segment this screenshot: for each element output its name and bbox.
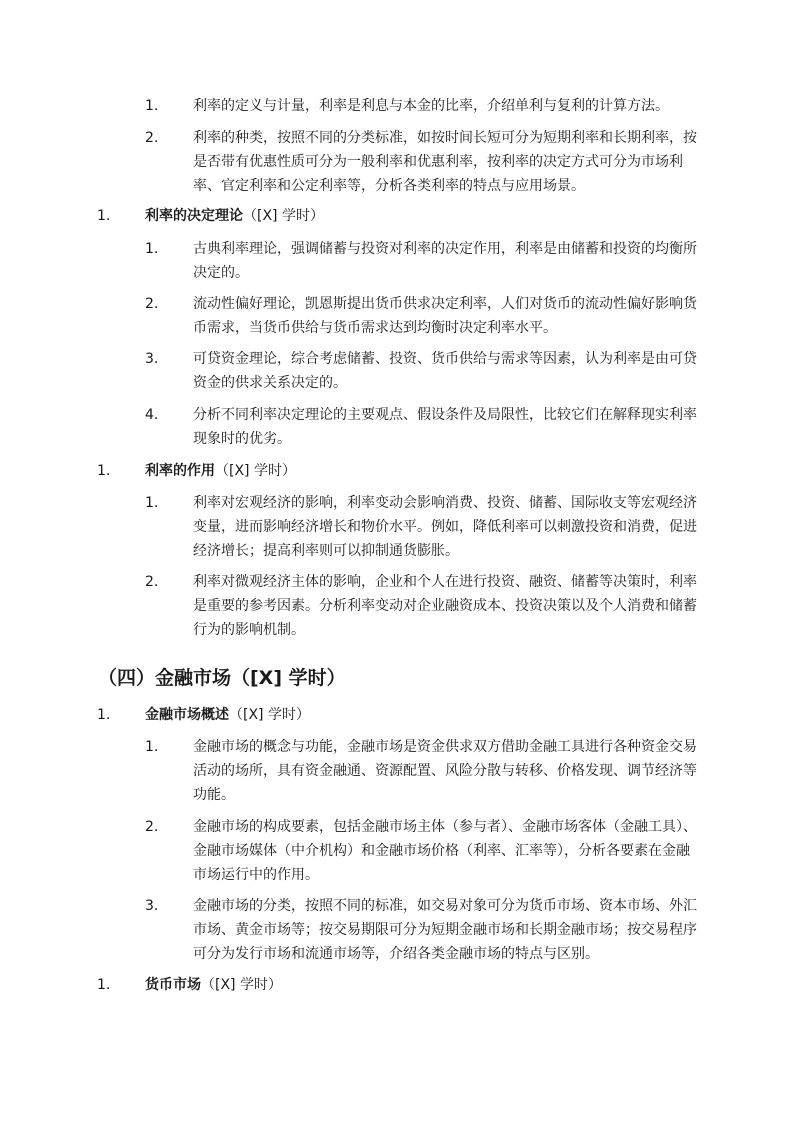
list-text: 金融市场的概念与功能，金融市场是资金供求双方借助金融工具进行各种资金交易活动的场所，具有资金融通、资源配置、风险分散与转移、价格发现、调节经济等功能。 — [193, 739, 697, 803]
list-text: 古典利率理论，强调储蓄与投资对利率的决定作用，利率是由储蓄和投资的均衡所决定的。 — [193, 241, 697, 281]
list-text: 流动性偏好理论，凯恩斯提出货币供求决定利率，人们对货币的流动性偏好影响货币需求，当货币供给与货币需求达到均衡时决定利率水平。 — [193, 296, 697, 336]
section-hours: （[X] 学时） — [201, 977, 282, 993]
section-title: 金融市场概述 — [145, 707, 229, 723]
section-title: 货币市场 — [145, 977, 201, 993]
list-number: 2. — [145, 819, 159, 835]
list-text: 可贷资金理论，综合考虑储蓄、投资、货币供给与需求等因素，认为利率是由可贷资金的供求关系决定的。 — [193, 351, 697, 391]
section-hours: （[X] 学时） — [243, 208, 324, 224]
list-text: 利率的定义与计量，利率是利息与本金的比率，介绍单利与复利的计算方法。 — [193, 98, 669, 114]
section-title: 利率的决定理论 — [145, 208, 243, 224]
list-text: 金融市场的构成要素，包括金融市场主体（参与者）、金融市场客体（金融工具）、金融市场媒体（中介机构）和金融市场价格（利率、汇率等），分析各要素在金融市场运行中的作用。 — [193, 819, 697, 883]
list-text: 金融市场的分类，按照不同的标准，如交易对象可分为货币市场、资本市场、外汇市场、黄金市场等；按交易期限可分为短期金融市场和长期金融市场；按交易程序可分为发行市场和流通市场等，介绍各类金融市场的特点与区别。 — [193, 898, 697, 962]
list-number: 3. — [145, 898, 159, 914]
section-number: 1. — [97, 463, 111, 479]
section-number: 1. — [97, 208, 111, 224]
list-number: 2. — [145, 130, 159, 146]
chapter-heading: （四）金融市场（[X] 学时） — [98, 667, 346, 689]
list-number: 2. — [145, 296, 159, 312]
list-number: 1. — [145, 495, 159, 511]
list-number: 4. — [145, 407, 159, 423]
list-number: 2. — [145, 574, 159, 590]
section-hours: （[X] 学时） — [229, 707, 310, 723]
list-text: 利率对微观经济主体的影响，企业和个人在进行投资、融资、储蓄等决策时，利率是重要的参考因素。分析利率变动对企业融资成本、投资决策以及个人消费和储蓄行为的影响机制。 — [193, 574, 697, 638]
list-number: 1. — [145, 98, 159, 114]
list-number: 1. — [145, 739, 159, 755]
section-hours: （[X] 学时） — [215, 463, 296, 479]
list-text: 利率的种类，按照不同的分类标准，如按时间长短可分为短期利率和长期利率，按是否带有优惠性质可分为一般利率和优惠利率，按利率的决定方式可分为市场利率、官定利率和公定利率等，分析各类利率的特点与应用场景。 — [193, 130, 697, 194]
section-number: 1. — [97, 707, 111, 723]
section-number: 1. — [97, 977, 111, 993]
list-number: 3. — [145, 351, 159, 367]
section-title: 利率的作用 — [145, 463, 215, 479]
list-text: 利率对宏观经济的影响，利率变动会影响消费、投资、储蓄、国际收支等宏观经济变量，进而影响经济增长和物价水平。例如，降低利率可以刺激投资和消费，促进经济增长；提高利率则可以抑制通货膨胀。 — [193, 495, 697, 559]
list-text: 分析不同利率决定理论的主要观点、假设条件及局限性，比较它们在解释现实利率现象时的优劣。 — [193, 407, 697, 447]
list-number: 1. — [145, 241, 159, 257]
